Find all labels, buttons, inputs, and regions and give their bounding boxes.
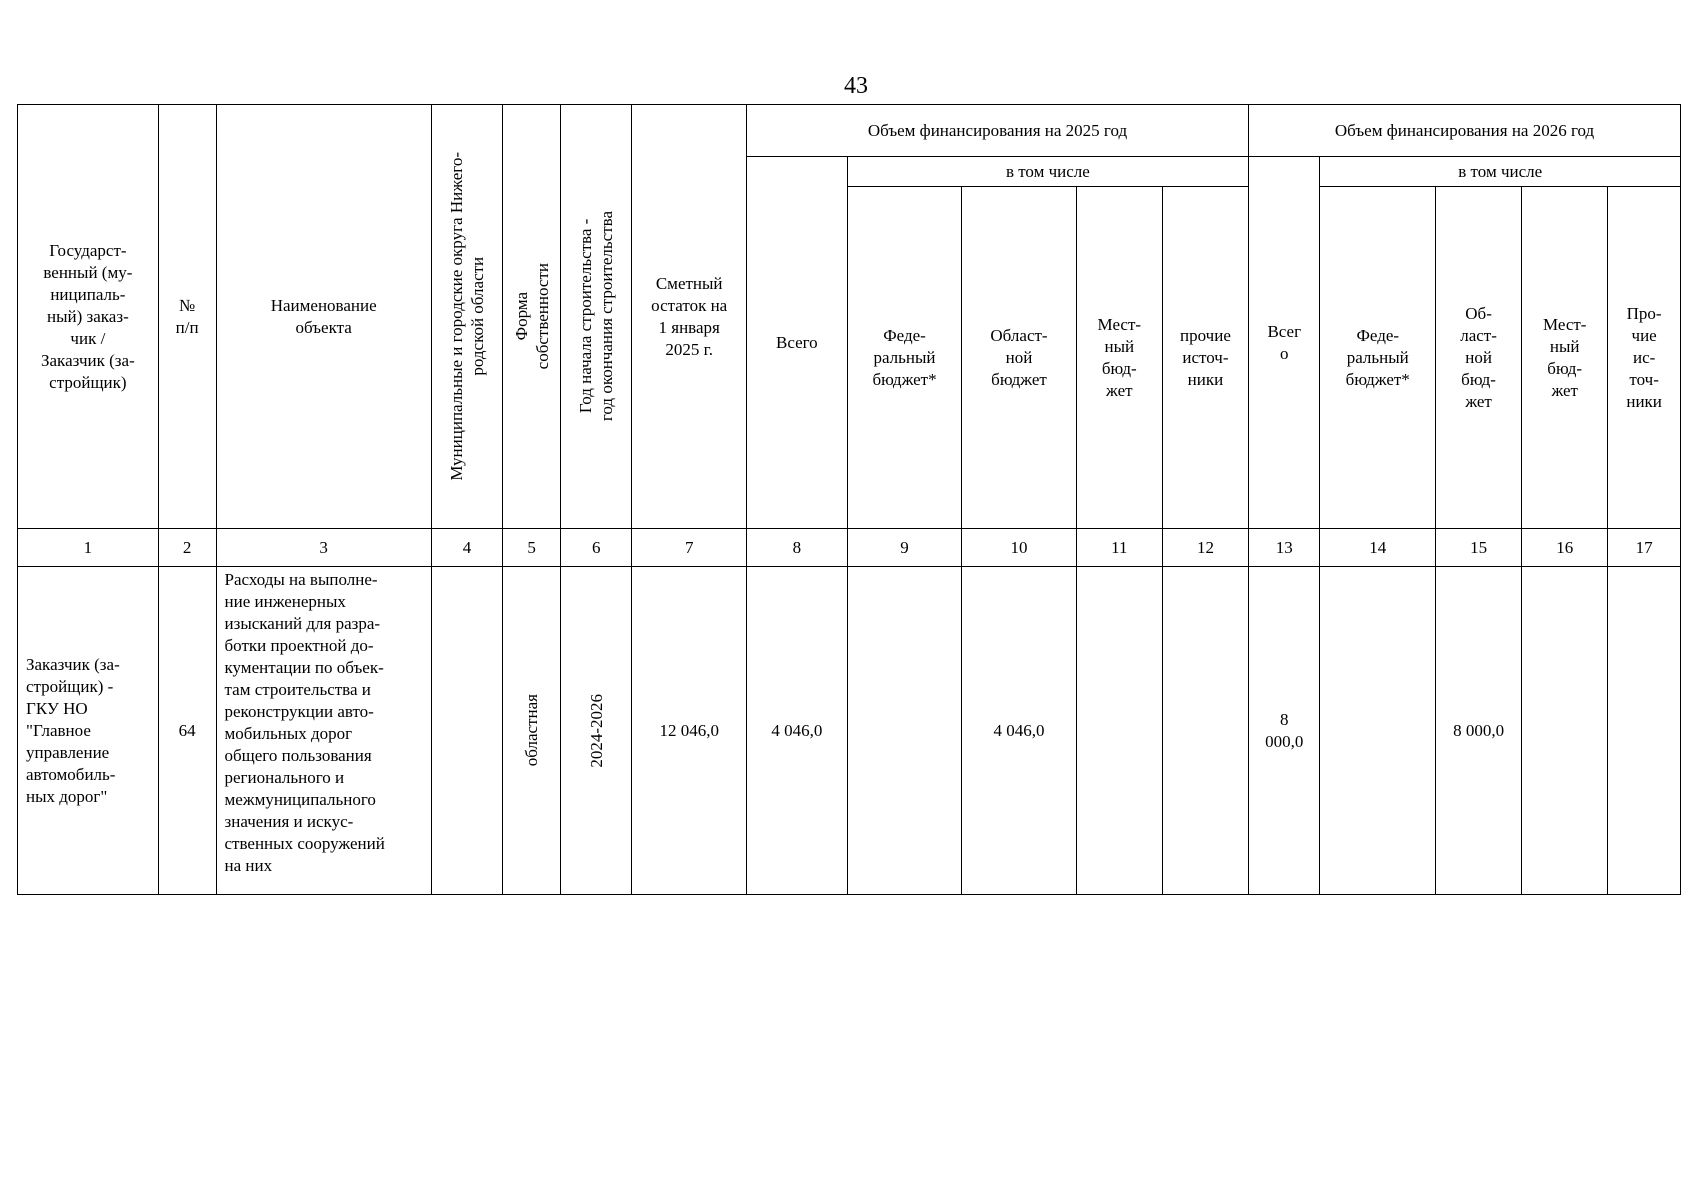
header-ownership-form: Форма собственности [503,105,561,529]
ownership-value: областная [522,694,542,767]
header-local-2026: Мест- ный бюд- жет [1522,187,1608,529]
header-local-2025: Мест- ный бюд- жет [1076,187,1162,529]
cell-regional-2025: 4 046,0 [962,567,1076,895]
header-federal-2026: Феде- ральный бюджет* [1320,187,1436,529]
header-construction-years: Год начала строительства - год окончания строительства [561,105,632,529]
column-number: 2 [158,529,216,567]
column-number: 11 [1076,529,1162,567]
cell-other-2026 [1608,567,1681,895]
cell-other-2025 [1162,567,1248,895]
column-number: 4 [431,529,502,567]
header-other-2026: Про- чие ис- точ- ники [1608,187,1681,529]
header-municipal-districts: Муниципальные и городские округа Нижего- родской области [431,105,502,529]
table-row [18,567,1681,895]
header-number: № п/п [158,105,216,529]
header-customer: Государст- венный (му- ниципаль- ный) заказ- чик / Заказчик (за- стройщик) [18,105,159,529]
cell-total-2026: 8 000,0 [1249,567,1320,895]
column-number: 12 [1162,529,1248,567]
column-number: 7 [632,529,746,567]
cell-local-2025 [1076,567,1162,895]
page-number: 43 [844,73,868,99]
header-estimated-balance: Сметный остаток на 1 января 2025 г. [632,105,746,529]
column-number: 17 [1608,529,1681,567]
column-number: 13 [1249,529,1320,567]
cell-federal-2026 [1320,567,1436,895]
cell-local-2026 [1522,567,1608,895]
header-regional-2025: Област- ной бюджет [962,187,1076,529]
column-number: 16 [1522,529,1608,567]
header-funding-2025: Объем финансирования на 2025 год [746,105,1248,157]
cell-ownership [503,567,561,895]
cell-object-name: Расходы на выполне- ние инженерных изысканий для разра- ботки проектной до- кументации по объек- там строительства и реконструкции авто- мобильных дорог общего пользования регионального и межмуниципального значения и искус- ственных сооружений на них [216,567,431,895]
cell-balance: 12 046,0 [632,567,746,895]
cell-total-2025: 4 046,0 [746,567,847,895]
cell-federal-2025 [847,567,961,895]
column-number: 15 [1436,529,1522,567]
header-other-2025: прочие источ- ники [1162,187,1248,529]
column-number: 14 [1320,529,1436,567]
cell-regional-2026: 8 000,0 [1436,567,1522,895]
cell-municipal [431,567,502,895]
header-regional-2026: Об- ласт- ной бюд- жет [1436,187,1522,529]
cell-customer: Заказчик (за- стройщик) - ГКУ НО "Главное управление автомобиль- ных дорог" [18,567,159,895]
cell-number: 64 [158,567,216,895]
column-number: 3 [216,529,431,567]
header-total-2025: Всего [746,157,847,529]
column-number: 5 [503,529,561,567]
column-number: 1 [18,529,159,567]
header-including-2025: в том числе [847,157,1248,187]
years-value: 2024-2026 [586,693,606,768]
column-number: 6 [561,529,632,567]
column-number: 10 [962,529,1076,567]
header-federal-2025: Феде- ральный бюджет* [847,187,961,529]
column-number-row [18,529,1681,567]
column-number: 9 [847,529,961,567]
column-number: 8 [746,529,847,567]
cell-years [561,567,632,895]
header-including-2026: в том числе [1320,157,1681,187]
financing-table [17,104,1681,895]
header-object-name: Наименование объекта [216,105,431,529]
header-total-2026: Всег о [1249,157,1320,529]
header-funding-2026: Объем финансирования на 2026 год [1249,105,1681,157]
